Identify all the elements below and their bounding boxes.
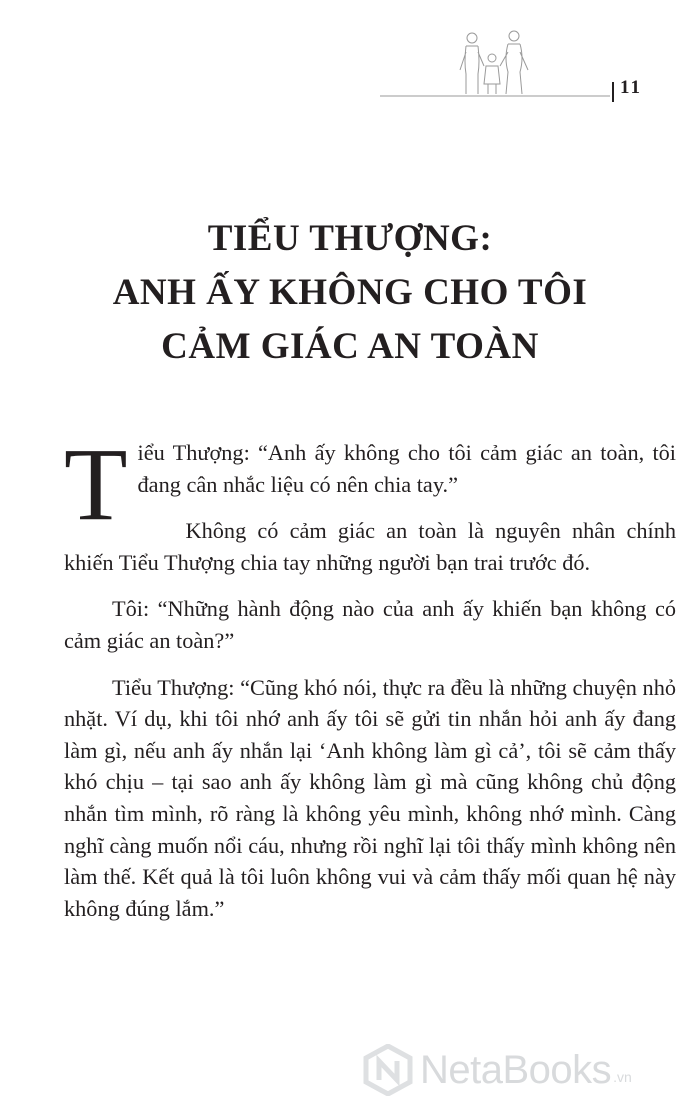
page-number: 11 <box>620 77 642 98</box>
family-illustration <box>380 22 610 102</box>
chapter-title-line-1: TIỂU THƯỢNG: <box>207 218 493 259</box>
paragraph-1-text: iểu Thượng: “Anh ấy không cho tôi cảm giác an toàn, tôi đang cân nhắc liệu có nên chia tay.” <box>137 440 676 497</box>
paragraph-3: Tôi: “Những hành động nào của anh ấy khiến bạn không có cảm giác an toàn?” <box>64 596 676 653</box>
watermark-suffix: .vn <box>613 1069 632 1085</box>
chapter-title-line-2: ANH ẤY KHÔNG CHO TÔI <box>112 272 588 313</box>
paragraph-1 <box>64 427 676 542</box>
chapter-title-line-3: CẢM GIÁC AN TOÀN <box>161 326 539 367</box>
paragraph-4: Tiểu Thượng: “Cũng khó nói, thực ra đều là những chuyện nhỏ nhặt. Ví dụ, khi tôi nhớ anh ấy tôi sẽ gửi tin nhắn hỏi anh ấy đang làm gì, nếu anh ấy nhắn lại ‘Anh không làm gì cả’, tôi sẽ cảm thấy khó chịu – tại sao anh ấy không làm gì mà cũng không chủ động nhắn tìm mình, rõ ràng là không yêu mình, không nhớ mình. Càng nghĩ càng muốn nổi cáu, nhưng rồi nghĩ lại tôi thấy mình không nên làm thế. Kết quả là tôi luôn không vui và cảm thấy mối quan hệ này không đúng lắm.” <box>64 674 676 921</box>
netabooks-watermark <box>362 1040 692 1100</box>
body-text <box>64 427 676 939</box>
netabooks-logo-icon <box>362 1044 414 1096</box>
watermark-brand: NetaBooks <box>420 1047 612 1092</box>
paragraph-2: Không có cảm giác an toàn là nguyên nhân chính khiến Tiểu Thượng chia tay những người bạn trai trước đó. <box>64 518 676 575</box>
chapter-title <box>0 212 700 374</box>
drop-cap: T <box>64 427 128 542</box>
header-divider <box>612 82 614 102</box>
